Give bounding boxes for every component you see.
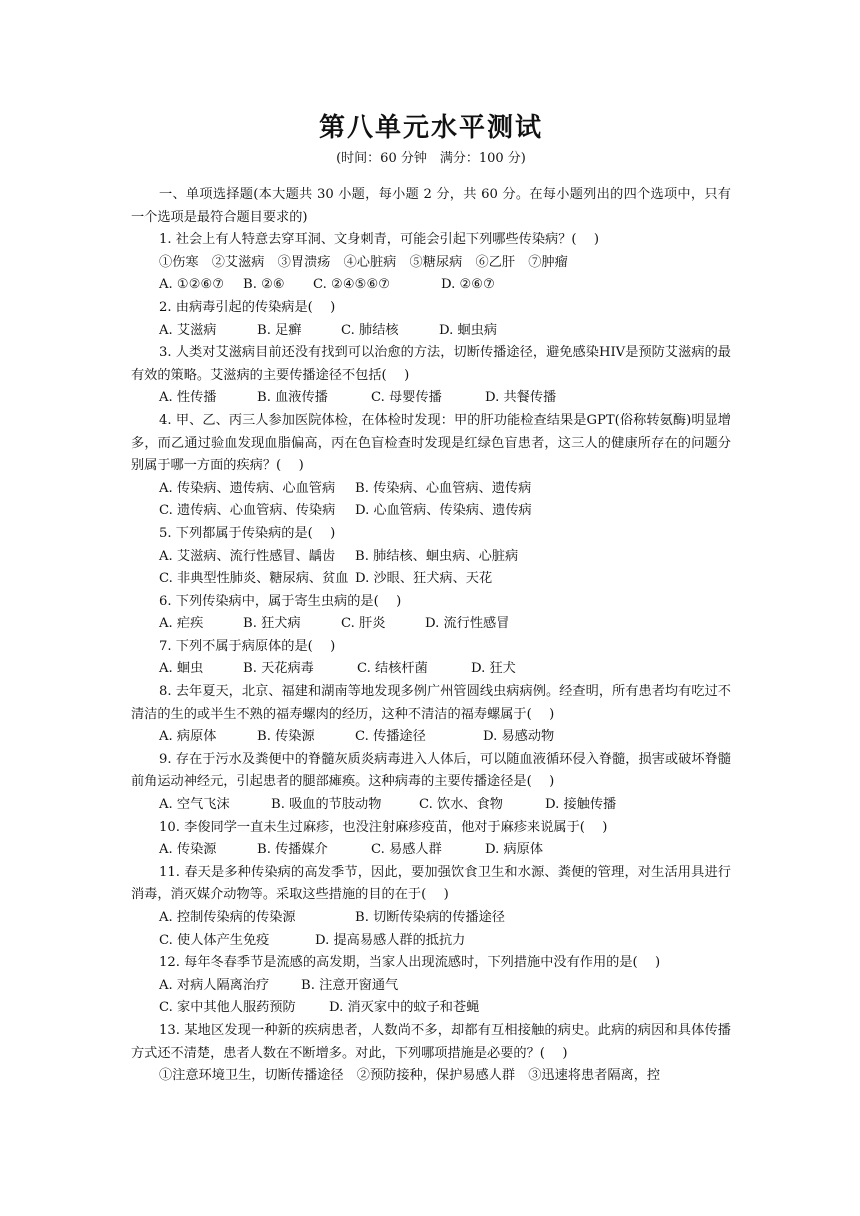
option: D. 易感动物 bbox=[483, 729, 555, 745]
option: A. 蛔虫 bbox=[159, 661, 204, 677]
option: C. 饮水、食物 bbox=[419, 797, 503, 813]
option: B. 吸血的节肢动物 bbox=[271, 797, 382, 813]
question-extra: ①注意环境卫生，切断传播途径 ②预防接种，保护易感人群 ③迅速将患者隔离，控 bbox=[159, 1068, 661, 1084]
option: D. 提高易感人群的抵抗力 bbox=[315, 932, 466, 948]
option: A. 病原体 bbox=[159, 729, 217, 745]
question-stem: 7. 下列不属于病原体的是( ) bbox=[159, 638, 336, 654]
question-stem: 12. 每年冬春季节是流感的高发期，当家人出现流感时，下列措施中没有作用的是( ) bbox=[159, 955, 661, 971]
options-row bbox=[131, 839, 731, 862]
option: C. 传播途径 bbox=[355, 729, 426, 745]
option: A. 艾滋病、流行性感冒、龋齿 bbox=[159, 548, 336, 564]
section-intro: 一、单项选择题(本大题共 30 小题，每小题 2 分，共 60 分。在每小题列出的四个选项中，只有一个选项是最符合题目要求的) bbox=[131, 187, 731, 225]
options-row bbox=[131, 658, 731, 681]
option: D. 共餐传播 bbox=[485, 390, 557, 406]
option: D. 狂犬 bbox=[471, 661, 516, 677]
option: B. 肺结核、蛔虫病、心脏病 bbox=[355, 548, 519, 564]
question-stem: 9. 存在于污水及粪便中的脊髓灰质炎病毒进入人体后，可以随血液循环侵入脊髓，损害或破坏脊髓前角运动神经元，引起患者的腿部瘫痪。这种病毒的主要传播途径是( ) bbox=[131, 751, 731, 790]
options-row bbox=[131, 478, 731, 501]
question-stem: 10. 李俊同学一直未生过麻疹，也没注射麻疹疫苗，他对于麻疹来说属于( ) bbox=[159, 819, 608, 835]
options-row bbox=[131, 613, 731, 636]
question-extra: ①伤寒 ②艾滋病 ③胃溃疡 ④心脏病 ⑤糖尿病 ⑥乙肝 ⑦肿瘤 bbox=[159, 254, 568, 270]
option: C. 非典型性肺炎、糖尿病、贫血 bbox=[159, 571, 349, 587]
option: B. 传染病、心血管病、遗传病 bbox=[355, 480, 532, 496]
option: D. 沙眼、狂犬病、天花 bbox=[355, 571, 493, 587]
option: B. ②⑥ bbox=[243, 277, 285, 293]
option: C. 家中其他人服药预防 bbox=[159, 1000, 296, 1016]
option: D. 消灭家中的蚊子和苍蝇 bbox=[329, 1000, 480, 1016]
option: B. 天花病毒 bbox=[243, 661, 314, 677]
option: C. 结核杆菌 bbox=[357, 661, 428, 677]
option: D. 流行性感冒 bbox=[425, 616, 510, 632]
option: D. 蛔虫病 bbox=[439, 322, 498, 338]
options-row bbox=[131, 546, 731, 569]
page-title: 第八单元水平测试 bbox=[318, 113, 543, 143]
option: A. 空气飞沫 bbox=[159, 797, 230, 813]
option: C. 肺结核 bbox=[341, 322, 399, 338]
option: C. 母婴传播 bbox=[371, 390, 442, 406]
question-stem: 4. 甲、乙、丙三人参加医院体检，在体检时发现：甲的肝功能检查结果是GPT(俗称转氨酶)明显增多，而乙通过验血发现血脂偏高，丙在色盲检查时发现是红绿色盲患者，这三人的健康所存在的问题分别属于哪一方面的疾病？( ) bbox=[131, 412, 731, 474]
option: C. ②④⑤⑥⑦ bbox=[313, 277, 391, 293]
option: A. 性传播 bbox=[159, 390, 217, 406]
question-stem: 8. 去年夏天，北京、福建和湖南等地发现多例广州管圆线虫病病例。经查明，所有患者均有吃过不清洁的生的或半生不熟的福寿螺肉的经历，这种不清洁的福寿螺属于( ) bbox=[131, 684, 731, 722]
option: D. 病原体 bbox=[485, 842, 544, 858]
options-row bbox=[131, 387, 731, 410]
option: B. 狂犬病 bbox=[243, 616, 301, 632]
option: B. 传播媒介 bbox=[257, 842, 328, 858]
options-row bbox=[131, 274, 731, 297]
option: A. 对病人隔离治疗 bbox=[159, 977, 270, 993]
option: C. 肝炎 bbox=[341, 616, 386, 632]
option: B. 血液传播 bbox=[257, 390, 328, 406]
options-row bbox=[131, 975, 731, 998]
options-row bbox=[131, 997, 731, 1020]
options-row bbox=[131, 794, 731, 817]
question-stem: 3. 人类对艾滋病目前还没有找到可以治愈的方法，切断传播途径，避免感染HIV是预防艾滋病的最有效的策略。艾滋病的主要传播途径不包括( ) bbox=[131, 345, 731, 383]
question-stem: 5. 下列都属于传染病的是( ) bbox=[159, 525, 336, 541]
options-row bbox=[131, 568, 731, 591]
option: A. 传染源 bbox=[159, 842, 217, 858]
question-stem: 13. 某地区发现一种新的疾病患者，人数尚不多，却都有互相接触的病史。此病的病因和具体传播方式还不清楚，患者人数在不断增多。对此，下列哪项措施是必要的？( ) bbox=[131, 1022, 731, 1061]
options-row bbox=[131, 907, 731, 930]
options-row bbox=[131, 500, 731, 523]
options-row bbox=[131, 320, 731, 343]
option: A. 传染病、遗传病、心血管病 bbox=[159, 480, 336, 496]
exam-page bbox=[131, 110, 731, 1088]
question-stem: 6. 下列传染病中，属于寄生虫病的是( ) bbox=[159, 593, 402, 609]
question-stem: 11. 春天是多种传染病的高发季节，因此，要加强饮食卫生和水源、粪便的管理，对生活用具进行消毒，消灭媒介动物等。采取这些措施的目的在于( ) bbox=[131, 864, 731, 903]
options-row bbox=[131, 726, 731, 749]
option: B. 传染源 bbox=[257, 729, 315, 745]
option: D. 心血管病、传染病、遗传病 bbox=[355, 503, 532, 519]
question-stem: 1. 社会上有人特意去穿耳洞、文身刺青，可能会引起下列哪些传染病？( ) bbox=[159, 232, 600, 248]
option: D. 接触传播 bbox=[545, 797, 617, 813]
question-stem: 2. 由病毒引起的传染病是( ) bbox=[159, 299, 336, 315]
option: B. 切断传染病的传播途径 bbox=[355, 910, 505, 925]
option: A. 控制传染病的传染源 bbox=[159, 910, 296, 925]
option: C. 遗传病、心血管病、传染病 bbox=[159, 503, 336, 519]
option: A. 疟疾 bbox=[159, 616, 204, 632]
option: C. 易感人群 bbox=[371, 842, 442, 858]
option: B. 注意开窗通气 bbox=[301, 977, 399, 993]
option: A. 艾滋病 bbox=[159, 322, 217, 338]
options-row bbox=[131, 930, 731, 953]
option: D. ②⑥⑦ bbox=[441, 277, 495, 293]
option: C. 使人体产生免疫 bbox=[159, 932, 270, 948]
option: B. 足癣 bbox=[257, 322, 302, 338]
page-subtitle: (时间：60 分钟 满分：100 分) bbox=[336, 151, 526, 166]
option: A. ①②⑥⑦ bbox=[159, 277, 225, 293]
